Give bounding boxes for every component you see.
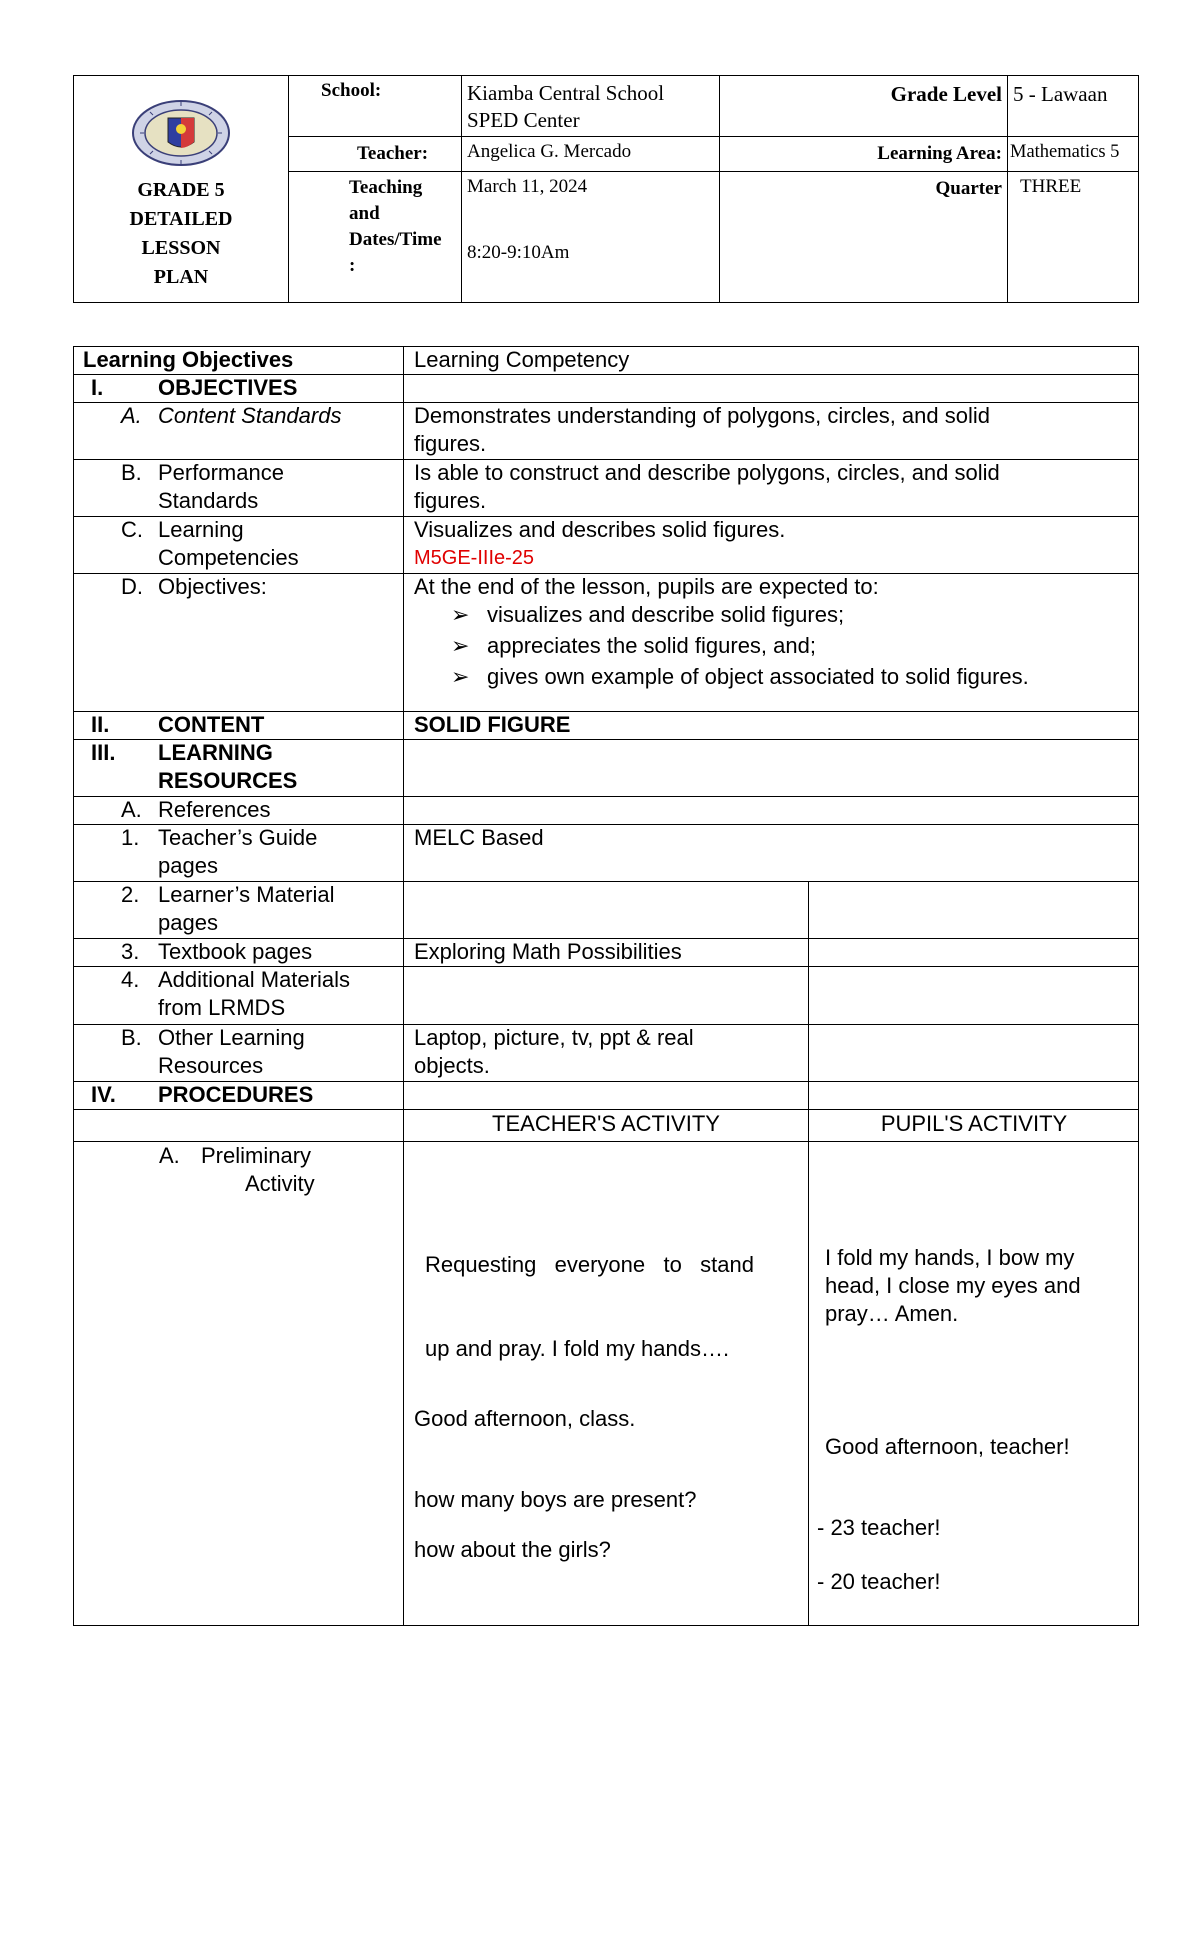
item-letter: A. [159,1143,180,1168]
learning-area-label-cell [720,137,1008,172]
school-value-line: Kiamba Central School [467,81,665,105]
document-title-line: LESSON [141,237,221,259]
grade-level-value: 5 - Lawaan [1013,82,1108,106]
learning-area-label: Learning Area: [877,143,1002,164]
teacher-label-cell [289,137,462,172]
item-letter: B. [121,1025,142,1050]
document-title-line: GRADE 5 [137,179,225,201]
references-label: References [158,797,271,822]
section-title-objectives: OBJECTIVES [158,375,298,400]
teachers-guide-value: MELC Based [414,825,544,850]
section-number: III. [91,740,116,765]
school-label-cell [289,76,462,137]
pupil-girls-answer: - 20 teacher! [817,1569,941,1594]
school-label: School: [321,80,382,101]
section-title-procedures: PROCEDURES [158,1082,314,1107]
performance-standards-label [158,459,284,515]
content-standards-text [414,402,990,458]
text-line: Laptop, picture, tv, ppt & real [414,1025,694,1050]
col-header-learning-competency: Learning Competency [414,347,630,372]
document-title-line: DETAILED [129,208,233,230]
objective-text: gives own example of object associated to solid figures. [487,664,1029,689]
teacher-label: Teacher: [357,143,429,164]
quarter-value-cell [1008,172,1139,303]
pupil-boys-answer: - 23 teacher! [817,1515,941,1540]
grade-level-value-cell [1008,76,1139,137]
pupil-prayer-text [825,1244,1081,1328]
other-resources-label [158,1024,305,1080]
text-line: pray… Amen. [825,1301,959,1326]
teacher-boys-question: how many boys are present? [414,1487,697,1512]
item-letter: C. [121,517,143,542]
label-line: RESOURCES [158,768,298,793]
text-line: objects. [414,1053,490,1078]
text-line: figures. [414,431,487,456]
preliminary-activity-label [201,1142,315,1198]
document-title [74,176,288,292]
item-number: 3. [121,939,140,964]
text-line: up and pray. I fold my hands…. [425,1336,730,1361]
item-letter: A. [121,403,142,428]
teacher-value: Angelica G. Mercado [467,141,632,162]
text-line: Demonstrates understanding of polygons, circles, and solid [414,403,990,428]
text-line: Requesting everyone to stand [425,1252,754,1277]
arrow-bullet-icon: ➢ [451,633,470,658]
item-letter: A. [121,797,142,822]
learning-competencies-text [414,516,785,572]
grade-level-label-cell [720,76,1008,137]
textbook-label: Textbook pages [158,939,313,964]
teaching-dates-label-line: and [349,203,380,224]
teaching-dates-label-cell [289,172,462,303]
pupil-greeting: Good afternoon, teacher! [825,1434,1070,1459]
lesson-plan-table [73,346,1139,1942]
pupil-activity-header: PUPIL'S ACTIVITY [880,1111,1068,1136]
date-time-value-cell [462,172,720,303]
objectives-intro: At the end of the lesson, pupils are expected to: [414,574,879,599]
label-line: Learner’s Material [158,882,335,907]
label-line: from LRMDS [158,995,286,1020]
teacher-greeting: Good afternoon, class. [414,1406,636,1431]
arrow-bullet-icon: ➢ [451,664,470,689]
label-line: LEARNING [158,740,273,765]
label-line: Standards [158,488,259,513]
teacher-prayer-text [425,1195,754,1419]
label-line: Learning [158,517,244,542]
textbook-value: Exploring Math Possibilities [414,939,682,964]
competency-code: M5GE-IIIe-25 [414,547,535,569]
quarter-label-cell [720,172,1008,303]
teacher-activity-header: TEACHER'S ACTIVITY [492,1111,720,1136]
quarter-label: Quarter [935,178,1002,199]
grade-level-label: Grade Level [890,82,1002,106]
date-value: March 11, 2024 [467,176,588,197]
text-line: Is able to construct and describe polygons, circles, and solid [414,460,1000,485]
col-header-learning-objectives: Learning Objectives [83,347,294,372]
quarter-value: THREE [1020,176,1082,197]
school-value-line: SPED Center [467,108,580,132]
label-line: pages [158,853,218,878]
item-number: 4. [121,967,140,992]
section-title-content: CONTENT [158,712,265,737]
teacher-girls-question: how about the girls? [414,1537,611,1562]
section-number: II. [91,712,110,737]
other-resources-value [414,1024,694,1080]
label-line: Activity [245,1171,315,1196]
arrow-bullet-icon: ➢ [451,602,470,627]
label-line: Additional Materials [158,967,350,992]
section-number: I. [91,375,104,400]
teaching-dates-label-line: Dates/Time [349,229,442,250]
text-line: figures. [414,488,487,513]
teaching-dates-label-line: Teaching [349,177,423,198]
item-number: 1. [121,825,140,850]
objectives-list-item [451,601,844,629]
deped-seal-icon [130,98,232,168]
content-value: SOLID FIGURE [414,712,571,737]
content-standards-label: Content Standards [158,403,342,428]
learning-area-value-cell [1008,137,1139,172]
section-number: IV. [91,1082,116,1107]
learning-competencies-label [158,516,299,572]
text-line: head, I close my eyes and [825,1273,1081,1298]
performance-standards-text [414,459,1000,515]
label-line: Teacher’s Guide [158,825,318,850]
objective-text: appreciates the solid figures, and; [487,633,816,658]
teachers-guide-label [158,824,317,880]
additional-materials-label [158,966,350,1022]
label-line: Resources [158,1053,264,1078]
label-line: pages [158,910,218,935]
lesson-plan-header-table [73,75,1139,303]
label-line: Competencies [158,545,299,570]
label-line: Other Learning [158,1025,305,1050]
school-value-cell [462,76,720,137]
item-letter: B. [121,460,142,485]
objectives-label: Objectives: [158,574,267,599]
teacher-value-cell [462,137,720,172]
learning-area-value: Mathematics 5 [1010,142,1120,162]
item-number: 2. [121,882,140,907]
title-cell [74,76,289,303]
objectives-list-item [451,632,816,660]
objective-text: visualizes and describe solid figures; [487,602,845,627]
text-line: I fold my hands, I bow my [825,1245,1075,1270]
objectives-list-item [451,663,1029,691]
time-value: 8:20-9:10Am [467,242,570,263]
label-line: Preliminary [201,1143,312,1168]
competency-text: Visualizes and describes solid figures. [414,517,786,542]
section-title-resources [158,739,297,795]
teaching-dates-label-line: : [349,255,356,276]
label-line: Performance [158,460,284,485]
document-title-line: PLAN [153,266,209,288]
learners-material-label [158,881,335,937]
item-letter: D. [121,574,143,599]
